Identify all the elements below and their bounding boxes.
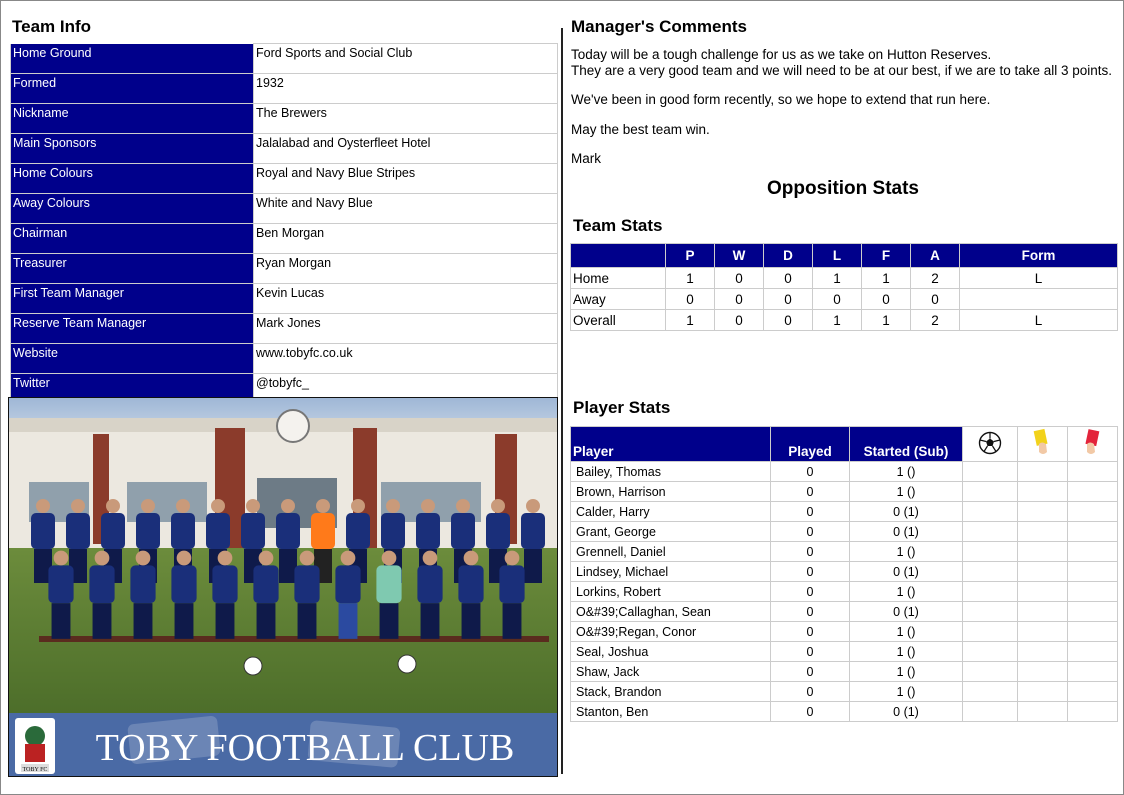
team-stats-header: Form [960, 244, 1118, 268]
team-stats-cell: 1 [813, 310, 862, 331]
player-started: 1 () [850, 582, 963, 602]
team-stats-cell: 0 [862, 289, 911, 310]
player-red-cards [1067, 462, 1117, 482]
team-info-value: Ben Morgan [254, 224, 558, 254]
player-started: 1 () [850, 642, 963, 662]
player-row [571, 682, 1118, 702]
player-started: 0 (1) [850, 562, 963, 582]
red-cards-column-header [1067, 427, 1117, 462]
player-red-cards [1067, 702, 1117, 722]
player-row [571, 562, 1118, 582]
team-stats-row-label: Home [571, 268, 666, 289]
team-photo [8, 397, 558, 777]
player-started: 0 (1) [850, 522, 963, 542]
player-goals [963, 562, 1018, 582]
player-red-cards [1067, 522, 1117, 542]
player-played: 0 [771, 462, 850, 482]
team-info-row [11, 134, 558, 164]
player-row [571, 542, 1118, 562]
team-stats-cell: 1 [666, 268, 715, 289]
player-name: O&#39;Callaghan, Sean [571, 602, 771, 622]
player-played: 0 [771, 682, 850, 702]
team-info-value: @tobyfc_ [254, 374, 558, 404]
team-stats-row-label: Away [571, 289, 666, 310]
team-stats-cell [960, 289, 1118, 310]
player-red-cards [1067, 562, 1117, 582]
player-red-cards [1067, 582, 1117, 602]
player-yellow-cards [1017, 462, 1067, 482]
team-stats-table [570, 243, 1118, 331]
team-info-row [11, 224, 558, 254]
comment-paragraph-3: May the best team win. [571, 121, 710, 137]
player-played: 0 [771, 662, 850, 682]
team-info-value: White and Navy Blue [254, 194, 558, 224]
team-info-value: The Brewers [254, 104, 558, 134]
player-row [571, 502, 1118, 522]
comment-line-1: Today will be a tough challenge for us as we take on Hutton Reserves. [571, 47, 992, 62]
player-yellow-cards [1017, 622, 1067, 642]
player-goals [963, 682, 1018, 702]
player-red-cards [1067, 642, 1117, 662]
player-yellow-cards [1017, 522, 1067, 542]
team-info-label: Twitter [11, 374, 254, 404]
player-name: Lindsey, Michael [571, 562, 771, 582]
managers-comments-title: Manager's Comments [571, 17, 747, 36]
player-red-cards [1067, 622, 1117, 642]
player-stats-table [570, 426, 1118, 722]
player-yellow-cards [1017, 502, 1067, 522]
team-info-row [11, 344, 558, 374]
team-info-label: Home Colours [11, 164, 254, 194]
player-goals [963, 602, 1018, 622]
team-info-row [11, 254, 558, 284]
team-stats-cell: 0 [715, 289, 764, 310]
team-stats-row [571, 268, 1118, 289]
team-info-label: Home Ground [11, 44, 254, 74]
player-played: 0 [771, 562, 850, 582]
player-yellow-cards [1017, 682, 1067, 702]
player-goals [963, 622, 1018, 642]
team-stats-cell: 1 [862, 310, 911, 331]
started-column-header: Started (Sub) [850, 427, 963, 462]
player-name: Stack, Brandon [571, 682, 771, 702]
player-row [571, 602, 1118, 622]
team-info-title: Team Info [12, 17, 92, 36]
team-stats-row-label: Overall [571, 310, 666, 331]
team-stats-header: W [715, 244, 764, 268]
player-name: Grant, George [571, 522, 771, 542]
player-started: 1 () [850, 482, 963, 502]
red-card-icon [1081, 428, 1103, 458]
team-stats-cell: 1 [862, 268, 911, 289]
team-stats-cell: 0 [764, 310, 813, 331]
player-row [571, 642, 1118, 662]
player-yellow-cards [1017, 602, 1067, 622]
club-name-banner-text: TOBY FOOTBALL CLUB [95, 727, 515, 769]
player-row [571, 462, 1118, 482]
player-name: Lorkins, Robert [571, 582, 771, 602]
player-played: 0 [771, 582, 850, 602]
comment-signature: Mark [571, 151, 601, 166]
team-stats-header: P [666, 244, 715, 268]
player-started: 0 (1) [850, 502, 963, 522]
team-info-row [11, 104, 558, 134]
opposition-stats-title: Opposition Stats [767, 178, 919, 199]
player-goals [963, 702, 1018, 722]
player-played: 0 [771, 522, 850, 542]
team-stats-cell: 2 [911, 310, 960, 331]
player-column-header: Player [571, 427, 771, 462]
team-info-table [10, 43, 558, 404]
team-info-label: Formed [11, 74, 254, 104]
team-info-label: Chairman [11, 224, 254, 254]
team-stats-cell: 0 [764, 268, 813, 289]
team-stats-cell: L [960, 268, 1118, 289]
player-name: Shaw, Jack [571, 662, 771, 682]
player-played: 0 [771, 702, 850, 722]
goals-column-header [963, 427, 1018, 462]
team-info-label: Away Colours [11, 194, 254, 224]
team-stats-row [571, 289, 1118, 310]
player-goals [963, 482, 1018, 502]
team-stats-cell: 2 [911, 268, 960, 289]
yellow-cards-column-header [1017, 427, 1067, 462]
comment-paragraph-2: We've been in good form recently, so we hope to extend that run here. [571, 92, 991, 107]
player-row [571, 662, 1118, 682]
player-row [571, 522, 1118, 542]
player-stats-title: Player Stats [573, 398, 671, 417]
player-name: Seal, Joshua [571, 642, 771, 662]
player-red-cards [1067, 682, 1117, 702]
player-row [571, 702, 1118, 722]
team-stats-cell: 1 [666, 310, 715, 331]
player-name: Stanton, Ben [571, 702, 771, 722]
player-yellow-cards [1017, 542, 1067, 562]
team-info-label: Nickname [11, 104, 254, 134]
player-started: 0 (1) [850, 702, 963, 722]
player-name: Calder, Harry [571, 502, 771, 522]
team-stats-header: F [862, 244, 911, 268]
team-info-value: Mark Jones [254, 314, 558, 344]
player-started: 1 () [850, 462, 963, 482]
player-started: 1 () [850, 542, 963, 562]
player-played: 0 [771, 502, 850, 522]
player-yellow-cards [1017, 582, 1067, 602]
team-stats-header [571, 244, 666, 268]
played-column-header: Played [771, 427, 850, 462]
player-goals [963, 662, 1018, 682]
team-stats-cell: 0 [911, 289, 960, 310]
team-stats-header: D [764, 244, 813, 268]
team-info-label: Treasurer [11, 254, 254, 284]
player-started: 1 () [850, 662, 963, 682]
badge-text: TOBY FC [22, 767, 48, 773]
team-stats-header: A [911, 244, 960, 268]
player-yellow-cards [1017, 662, 1067, 682]
player-yellow-cards [1017, 702, 1067, 722]
player-started: 0 (1) [850, 602, 963, 622]
player-name: Grennell, Daniel [571, 542, 771, 562]
player-yellow-cards [1017, 562, 1067, 582]
team-stats-cell: 0 [715, 310, 764, 331]
column-divider [561, 28, 563, 774]
player-goals [963, 462, 1018, 482]
team-info-value: Ryan Morgan [254, 254, 558, 284]
player-name: Bailey, Thomas [571, 462, 771, 482]
team-stats-cell: 0 [715, 268, 764, 289]
team-stats-cell: 0 [764, 289, 813, 310]
team-info-label: First Team Manager [11, 284, 254, 314]
player-started: 1 () [850, 622, 963, 642]
team-info-label: Website [11, 344, 254, 374]
football-icon [978, 431, 1002, 455]
player-name: Brown, Harrison [571, 482, 771, 502]
team-info-row [11, 194, 558, 224]
yellow-card-icon [1031, 428, 1053, 458]
comment-line-2: They are a very good team and we will need to be at our best, if we are to take all 3 points. [571, 62, 1113, 78]
managers-comments [571, 47, 1116, 181]
team-stats-title: Team Stats [573, 216, 663, 235]
team-info-label: Reserve Team Manager [11, 314, 254, 344]
player-goals [963, 522, 1018, 542]
player-played: 0 [771, 482, 850, 502]
player-goals [963, 582, 1018, 602]
player-row [571, 582, 1118, 602]
player-red-cards [1067, 482, 1117, 502]
team-stats-cell: 0 [813, 289, 862, 310]
player-started: 1 () [850, 682, 963, 702]
team-info-value: Ford Sports and Social Club [254, 44, 558, 74]
team-stats-header: L [813, 244, 862, 268]
team-info-row [11, 284, 558, 314]
team-info-value: Jalalabad and Oysterfleet Hotel [254, 134, 558, 164]
team-info-value: 1932 [254, 74, 558, 104]
player-red-cards [1067, 542, 1117, 562]
player-row [571, 482, 1118, 502]
player-red-cards [1067, 602, 1117, 622]
team-info-label: Main Sponsors [11, 134, 254, 164]
player-goals [963, 542, 1018, 562]
team-info-row [11, 44, 558, 74]
player-goals [963, 642, 1018, 662]
player-played: 0 [771, 602, 850, 622]
team-info-row [11, 164, 558, 194]
player-played: 0 [771, 642, 850, 662]
player-row [571, 622, 1118, 642]
player-played: 0 [771, 542, 850, 562]
team-info-value: Kevin Lucas [254, 284, 558, 314]
team-info-value: Royal and Navy Blue Stripes [254, 164, 558, 194]
player-red-cards [1067, 502, 1117, 522]
team-stats-cell: 1 [813, 268, 862, 289]
player-name: O&#39;Regan, Conor [571, 622, 771, 642]
team-stats-row [571, 310, 1118, 331]
team-info-value: www.tobyfc.co.uk [254, 344, 558, 374]
player-yellow-cards [1017, 642, 1067, 662]
player-played: 0 [771, 622, 850, 642]
team-info-row [11, 74, 558, 104]
club-badge-logo [15, 718, 55, 774]
team-stats-cell: L [960, 310, 1118, 331]
player-red-cards [1067, 662, 1117, 682]
team-stats-cell: 0 [666, 289, 715, 310]
team-info-row [11, 314, 558, 344]
player-yellow-cards [1017, 482, 1067, 502]
player-goals [963, 502, 1018, 522]
